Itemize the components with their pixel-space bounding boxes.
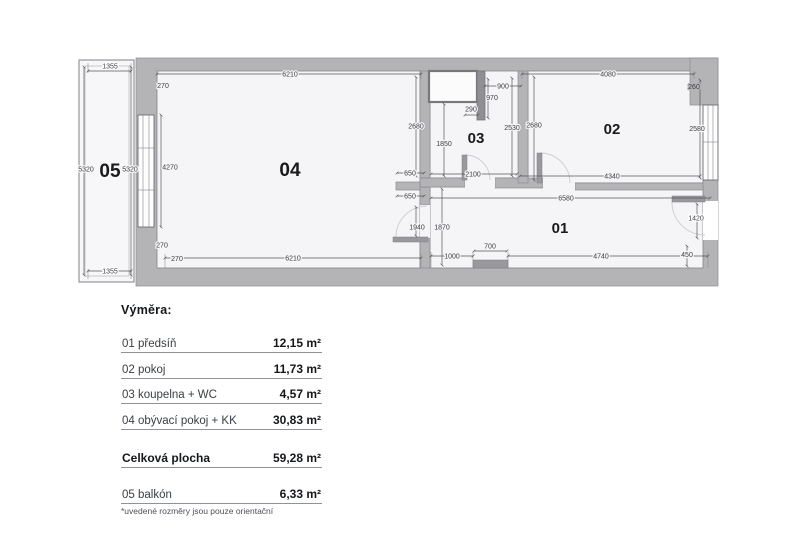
- room-area-value: 4,57 m²: [279, 387, 321, 401]
- wall-03-01-left: [420, 178, 465, 187]
- total-area-value: 59,28 m²: [272, 450, 321, 465]
- dim-r04-window: 4270: [162, 164, 178, 172]
- door-leaf-04: [393, 237, 428, 242]
- opening-entrance: [703, 201, 718, 240]
- dim-door04: 1940: [409, 224, 425, 232]
- room-label-01: 01: [551, 220, 569, 237]
- dim-balcony-right: 5320: [122, 166, 138, 174]
- dim-r03-height: 1850: [436, 141, 452, 148]
- dim-r01-corner: 450: [681, 252, 693, 259]
- dim-entrance: 1420: [688, 215, 704, 223]
- dim-balcony-bottom: 1355: [102, 268, 118, 276]
- dim-r03-right: 2530: [504, 125, 520, 132]
- dim-r02-bottom: 4340: [604, 173, 620, 181]
- dim-r04-top: 6210: [282, 71, 298, 79]
- room-label-03: 03: [467, 130, 485, 147]
- dim-r01-seg2: 4740: [593, 253, 609, 261]
- apartment-structure: [136, 58, 718, 286]
- pillar-block: [473, 260, 508, 268]
- dim-r04-return-bottom-b: 270: [171, 256, 183, 263]
- kitchen-stub-wall: [396, 182, 420, 190]
- legend-title: Výměra:: [121, 303, 172, 317]
- dim-r04-bottom: 6210: [285, 255, 301, 263]
- dim-r02-corner: 260: [688, 84, 700, 91]
- dim-r01-seg1: 1000: [444, 253, 460, 261]
- room-area-label: 03 koupelna + WC: [122, 389, 217, 401]
- room-area-value: 12,15 m²: [272, 336, 321, 350]
- dim-pillar: 700: [484, 243, 496, 251]
- dim-r02-window: 2580: [689, 126, 705, 133]
- dim-r02-left: 2680: [526, 122, 542, 130]
- room-area-value: 30,83 m²: [272, 412, 321, 427]
- dim-r03-door: 2100: [465, 171, 481, 179]
- legend-row-02: [121, 362, 322, 379]
- dim-r01-height: 1870: [434, 224, 450, 232]
- shaft-stub-wall: [477, 71, 485, 120]
- legend-balcony-row: [121, 487, 322, 504]
- wall-04-01-lower: [420, 238, 430, 268]
- legend-row-04: [121, 413, 322, 430]
- room-area-label: 02 pokoj: [122, 363, 166, 376]
- dim-balcony-left: 5320: [78, 166, 94, 174]
- area-summary: [121, 303, 322, 516]
- legend-row-03: [121, 387, 322, 404]
- room-label-05: 05: [99, 161, 121, 182]
- dim-r01-top: 6580: [558, 195, 574, 203]
- dim-r02-top: 4080: [600, 71, 616, 79]
- dim-r04-return-bottom-a: 270: [156, 242, 168, 250]
- balcony-window: [138, 115, 154, 227]
- dim-kitchen-a: 650: [404, 170, 416, 178]
- legend-row-01: [121, 336, 322, 353]
- door-leaf-entrance: [672, 196, 705, 202]
- shaft-box: [429, 71, 477, 102]
- wall-02-01: [575, 183, 703, 190]
- balcony-area-label: 05 balkón: [122, 488, 172, 501]
- dim-balcony-top: 1355: [102, 63, 118, 71]
- opening-04-01: [420, 205, 430, 238]
- dim-niche-height: 970: [486, 95, 498, 102]
- dim-kitchen-b: 650: [404, 193, 416, 201]
- room-label-04: 04: [279, 160, 301, 181]
- balcony-area-value: 6,33 m²: [279, 486, 321, 501]
- room-area-label: 04 obývací pokoj + KK: [122, 414, 237, 427]
- opening-03-01: [465, 177, 495, 188]
- door-leaf-02: [537, 153, 542, 183]
- dim-r04-right: 2680: [408, 123, 424, 131]
- total-area-label: Celková plocha: [122, 450, 211, 465]
- room-area-label: 01 předsíň: [122, 338, 177, 350]
- legend-footnote: *uvedené rozměry jsou pouze orientační: [121, 506, 274, 516]
- room-area-value: 11,73 m²: [273, 361, 321, 376]
- room-02-window: [703, 105, 718, 180]
- dim-stub-width: 290: [465, 106, 477, 114]
- dim-r04-return-top: 270: [157, 83, 169, 90]
- room-label-02: 02: [603, 121, 621, 138]
- legend-total-row: [121, 451, 322, 468]
- dim-niche-width: 900: [497, 83, 509, 91]
- corner-pier: [690, 58, 718, 105]
